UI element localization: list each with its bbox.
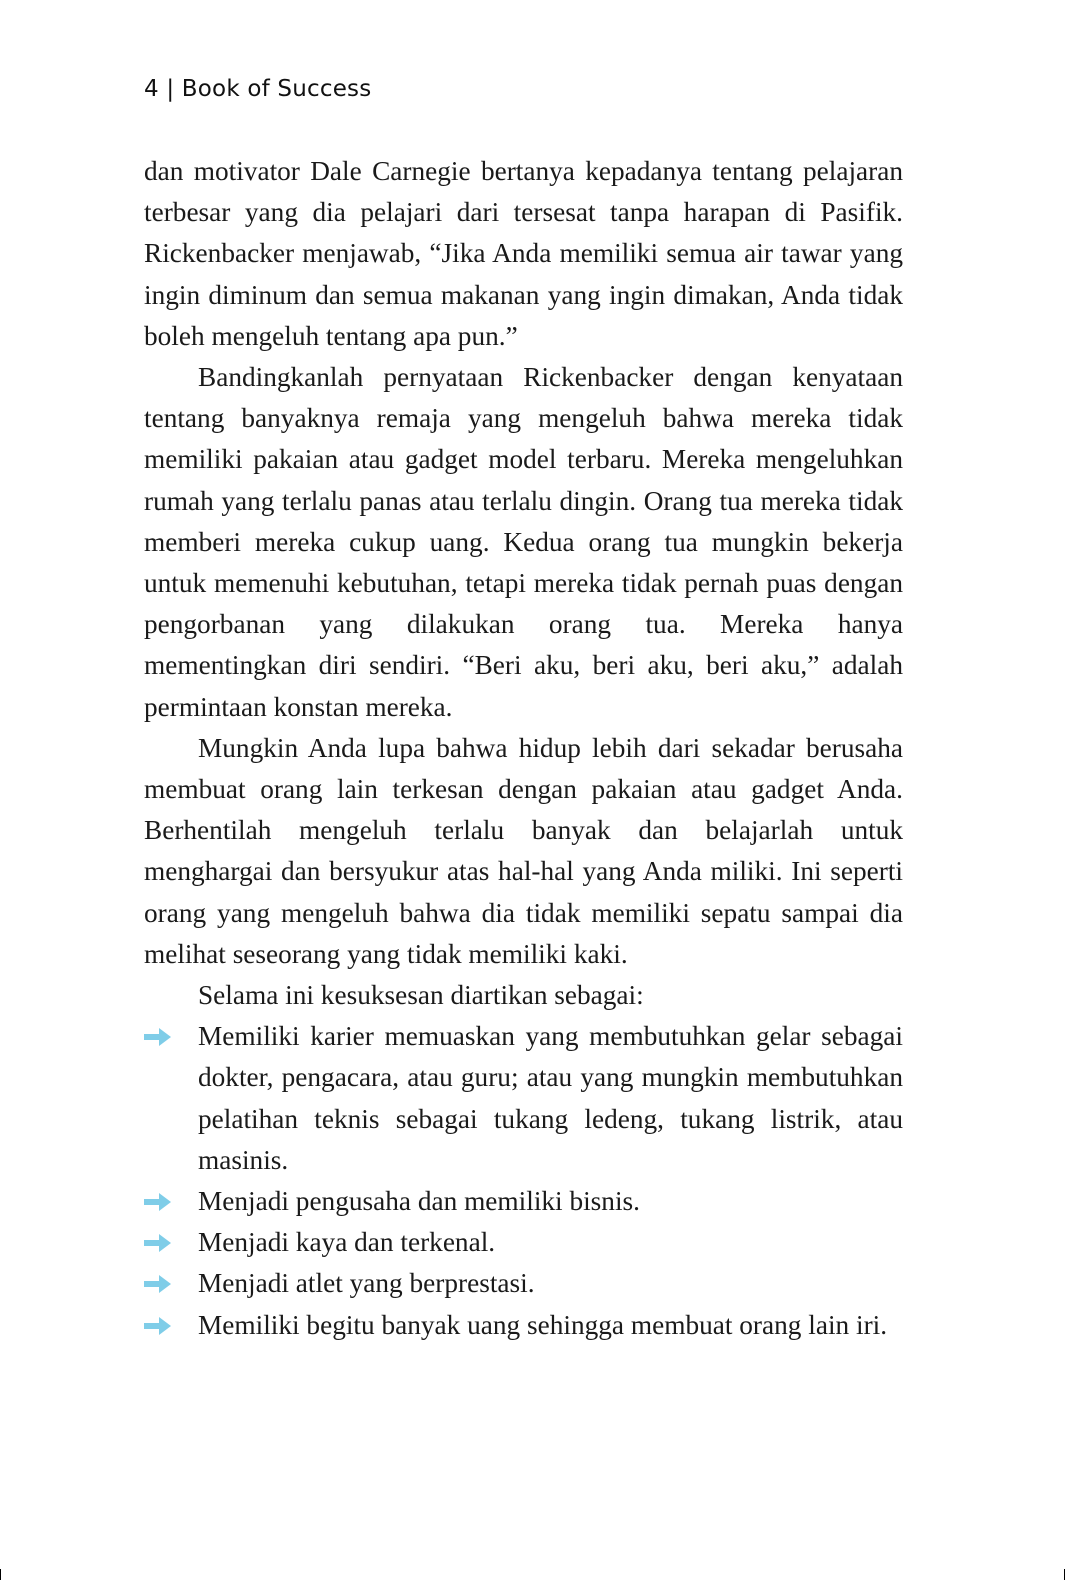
list-item-text: Menjadi pengusaha dan memiliki bisnis. bbox=[198, 1186, 640, 1217]
list-item bbox=[144, 1305, 903, 1346]
arrow-right-icon bbox=[144, 1274, 172, 1294]
crop-mark-left bbox=[0, 1569, 1, 1580]
paragraph-continued: dan motivator Dale Carnegie bertanya kepadanya tentang pelajaran terbesar yang dia pelajari dari tersesat tanpa harapan di Pasifik. Rickenbacker menjawab, “Jika Anda memiliki semua air tawar yang ingin diminum dan semua makanan yang ingin dimakan, Anda tidak boleh mengeluh tentang apa pun.” bbox=[144, 156, 903, 351]
paragraph: Mungkin Anda lupa bahwa hidup lebih dari sekadar berusaha membuat orang lain terkesan dengan pakaian atau gadget Anda. Berhentilah mengeluh terlalu banyak dan belajarlah untuk menghargai dan bersyukur atas hal-hal yang Anda miliki. Ini seperti orang yang mengeluh bahwa dia tidak memiliki sepatu sampai dia melihat seseorang yang tidak memiliki kaki. bbox=[144, 732, 903, 969]
list-intro: Selama ini kesuksesan diartikan sebagai: bbox=[198, 980, 644, 1011]
arrow-right-icon bbox=[144, 1233, 172, 1253]
list-item bbox=[144, 1263, 903, 1304]
success-list bbox=[144, 1016, 903, 1346]
list-item bbox=[144, 1222, 903, 1263]
crop-mark-right bbox=[1064, 1569, 1065, 1580]
list-item bbox=[144, 1181, 903, 1222]
arrow-right-icon bbox=[144, 1316, 172, 1336]
running-head: 4 | Book of Success bbox=[144, 76, 372, 102]
body-text bbox=[144, 151, 903, 1346]
arrow-right-icon bbox=[144, 1027, 172, 1047]
paragraph: Bandingkanlah pernyataan Rickenbacker dengan kenyataan tentang banyaknya remaja yang mengeluh bahwa mereka tidak memiliki pakaian atau gadget model terbaru. Mereka mengeluhkan rumah yang terlalu panas atau terlalu dingin. Orang tua mereka tidak memberi mereka cukup uang. Kedua orang tua mungkin bekerja untuk memenuhi kebutuhan, tetapi mereka tidak pernah puas dengan pengorbanan yang dilakukan orang tua. Mereka hanya mementingkan diri sendiri. “Beri aku, beri aku, beri aku,” adalah permintaan konstan mereka. bbox=[144, 362, 903, 722]
arrow-right-icon bbox=[144, 1192, 172, 1212]
list-item-text: Memiliki begitu banyak uang sehingga membuat orang lain iri. bbox=[198, 1309, 888, 1340]
list-item bbox=[144, 1016, 903, 1181]
list-item-text: Menjadi atlet yang berprestasi. bbox=[198, 1268, 535, 1299]
list-item-text: Menjadi kaya dan terkenal. bbox=[198, 1227, 496, 1258]
list-item-text: Memiliki karier memuaskan yang membutuhkan gelar sebagai dokter, pengacara, atau guru; atau yang mungkin membutuhkan pelatihan teknis sebagai tukang ledeng, tukang listrik, atau masinis. bbox=[198, 1021, 903, 1175]
